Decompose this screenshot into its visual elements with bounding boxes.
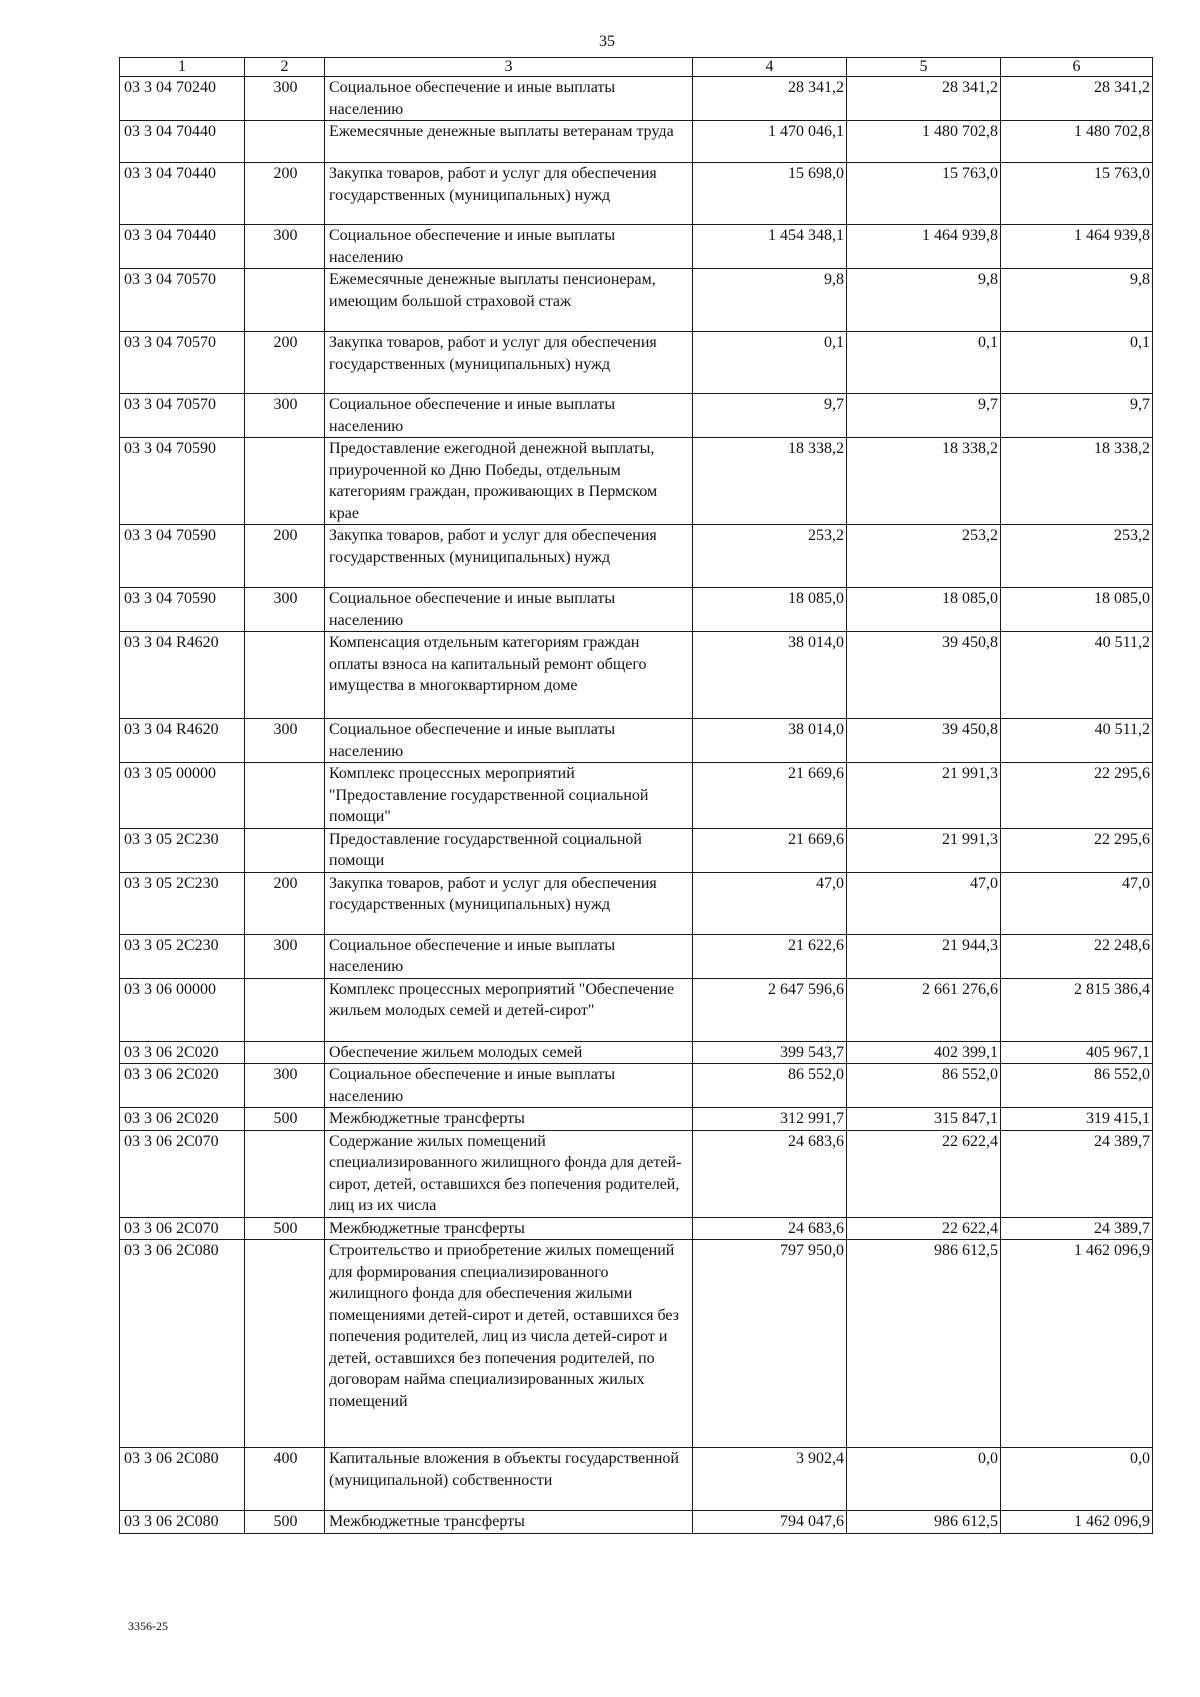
row-value-col4: 797 950,0: [693, 1240, 847, 1448]
row-value-col6: 24 389,7: [1001, 1130, 1153, 1217]
row-expense-type: 200: [245, 525, 325, 588]
row-value-col4: 28 341,2: [693, 77, 847, 121]
row-value-col6: 18 338,2: [1001, 438, 1153, 525]
row-name: Капитальные вложения в объекты государственной (муниципальной) собственности: [325, 1448, 693, 1511]
row-value-col4: 18 085,0: [693, 588, 847, 632]
row-expense-type: 500: [245, 1108, 325, 1131]
row-code: 03 3 06 2С080: [120, 1448, 245, 1511]
row-value-col4: 253,2: [693, 525, 847, 588]
row-name: Межбюджетные трансферты: [325, 1511, 693, 1534]
table-row: [120, 1448, 1153, 1511]
row-expense-type: 300: [245, 77, 325, 121]
row-value-col6: 1 462 096,9: [1001, 1240, 1153, 1448]
row-value-col4: 21 622,6: [693, 934, 847, 978]
row-expense-type: 500: [245, 1511, 325, 1534]
row-name: Закупка товаров, работ и услуг для обеспечения государственных (муниципальных) нужд: [325, 872, 693, 934]
row-value-col4: 794 047,6: [693, 1511, 847, 1534]
row-code: 03 3 04 R4620: [120, 632, 245, 719]
row-value-col4: 47,0: [693, 872, 847, 934]
row-name: Обеспечение жильем молодых семей: [325, 1041, 693, 1064]
row-value-col5: 22 622,4: [847, 1130, 1001, 1217]
table-row: [120, 632, 1153, 719]
row-name: Социальное обеспечение и иные выплаты населению: [325, 77, 693, 121]
row-value-col6: 47,0: [1001, 872, 1153, 934]
budget-table: [119, 57, 1153, 1534]
header-row: [120, 58, 1153, 77]
row-code: 03 3 06 2С080: [120, 1511, 245, 1534]
row-expense-type: [245, 269, 325, 332]
row-name: Комплекс процессных мероприятий "Обеспечение жильем молодых семей и детей-сирот": [325, 978, 693, 1041]
row-expense-type: 200: [245, 872, 325, 934]
row-value-col4: 312 991,7: [693, 1108, 847, 1131]
row-value-col6: 24 389,7: [1001, 1217, 1153, 1240]
row-expense-type: 400: [245, 1448, 325, 1511]
row-value-col4: 38 014,0: [693, 632, 847, 719]
row-value-col4: 1 454 348,1: [693, 225, 847, 269]
row-name: Социальное обеспечение и иные выплаты населению: [325, 588, 693, 632]
row-name: Ежемесячные денежные выплаты ветеранам труда: [325, 121, 693, 163]
row-value-col4: 21 669,6: [693, 828, 847, 872]
row-name: Закупка товаров, работ и услуг для обеспечения государственных (муниципальных) нужд: [325, 525, 693, 588]
row-value-col5: 2 661 276,6: [847, 978, 1001, 1041]
row-value-col5: 315 847,1: [847, 1108, 1001, 1131]
row-value-col5: 0,1: [847, 332, 1001, 394]
table-row: [120, 1108, 1153, 1131]
row-code: 03 3 04 70440: [120, 225, 245, 269]
row-value-col4: 15 698,0: [693, 163, 847, 225]
row-expense-type: 300: [245, 719, 325, 763]
row-code: 03 3 05 2С230: [120, 828, 245, 872]
row-value-col5: 986 612,5: [847, 1240, 1001, 1448]
row-value-col6: 22 295,6: [1001, 763, 1153, 829]
row-expense-type: 200: [245, 163, 325, 225]
row-name: Межбюджетные трансферты: [325, 1108, 693, 1131]
row-code: 03 3 04 70590: [120, 525, 245, 588]
row-code: 03 3 04 70570: [120, 394, 245, 438]
row-name: Ежемесячные денежные выплаты пенсионерам, имеющим большой страховой стаж: [325, 269, 693, 332]
table-row: [120, 269, 1153, 332]
row-value-col6: 9,7: [1001, 394, 1153, 438]
row-value-col5: 402 399,1: [847, 1041, 1001, 1064]
table-row: [120, 1130, 1153, 1217]
table-header: [120, 58, 1153, 77]
row-value-col6: 22 295,6: [1001, 828, 1153, 872]
row-value-col5: 21 991,3: [847, 763, 1001, 829]
row-code: 03 3 05 2С230: [120, 872, 245, 934]
row-value-col4: 3 902,4: [693, 1448, 847, 1511]
page-number: 35: [599, 33, 615, 50]
table-row: [120, 1041, 1153, 1064]
row-code: 03 3 06 2С070: [120, 1130, 245, 1217]
row-name: Закупка товаров, работ и услуг для обеспечения государственных (муниципальных) нужд: [325, 163, 693, 225]
row-value-col4: 21 669,6: [693, 763, 847, 829]
row-code: 03 3 05 2С230: [120, 934, 245, 978]
table-row: [120, 872, 1153, 934]
row-value-col5: 39 450,8: [847, 632, 1001, 719]
row-name: Межбюджетные трансферты: [325, 1217, 693, 1240]
row-code: 03 3 04 70440: [120, 121, 245, 163]
row-value-col6: 0,1: [1001, 332, 1153, 394]
row-code: 03 3 05 00000: [120, 763, 245, 829]
row-expense-type: 300: [245, 588, 325, 632]
row-name: Комплекс процессных мероприятий "Предоставление государственной социальной помощи": [325, 763, 693, 829]
row-expense-type: [245, 632, 325, 719]
row-value-col5: 21 944,3: [847, 934, 1001, 978]
row-value-col5: 9,8: [847, 269, 1001, 332]
row-value-col5: 253,2: [847, 525, 1001, 588]
table-row: [120, 163, 1153, 225]
row-value-col6: 253,2: [1001, 525, 1153, 588]
row-expense-type: [245, 438, 325, 525]
row-code: 03 3 04 70570: [120, 332, 245, 394]
row-expense-type: [245, 828, 325, 872]
table-row: [120, 77, 1153, 121]
row-code: 03 3 06 2С020: [120, 1041, 245, 1064]
row-value-col6: 40 511,2: [1001, 719, 1153, 763]
row-value-col6: 2 815 386,4: [1001, 978, 1153, 1041]
row-name: Строительство и приобретение жилых помещений для формирования специализированного жилищного фонда для обеспечения жилыми помещениями детей-сирот и детей, оставшихся без попечения родителей, лиц из числа детей-сирот и детей, оставшихся без попечения родителей, по договорам найма специализированных жилых помещений: [325, 1240, 693, 1448]
column-header-6: 6: [1001, 58, 1153, 77]
table-row: [120, 934, 1153, 978]
row-value-col5: 1 464 939,8: [847, 225, 1001, 269]
table-row: [120, 332, 1153, 394]
row-value-col4: 1 470 046,1: [693, 121, 847, 163]
row-value-col5: 9,7: [847, 394, 1001, 438]
row-code: 03 3 06 2С070: [120, 1217, 245, 1240]
table-row: [120, 719, 1153, 763]
row-value-col4: 399 543,7: [693, 1041, 847, 1064]
table-row: [120, 1240, 1153, 1448]
table-row: [120, 225, 1153, 269]
row-code: 03 3 06 2С020: [120, 1064, 245, 1108]
table-row: [120, 394, 1153, 438]
row-code: 03 3 04 70440: [120, 163, 245, 225]
row-code: 03 3 04 70590: [120, 438, 245, 525]
row-expense-type: 300: [245, 934, 325, 978]
row-value-col6: 28 341,2: [1001, 77, 1153, 121]
row-value-col6: 405 967,1: [1001, 1041, 1153, 1064]
column-header-4: 4: [693, 58, 847, 77]
row-value-col4: 24 683,6: [693, 1130, 847, 1217]
row-value-col5: 47,0: [847, 872, 1001, 934]
row-value-col6: 319 415,1: [1001, 1108, 1153, 1131]
row-expense-type: 300: [245, 1064, 325, 1108]
table-row: [120, 978, 1153, 1041]
table-row: [120, 763, 1153, 829]
table-body: [120, 77, 1153, 1534]
row-value-col6: 86 552,0: [1001, 1064, 1153, 1108]
row-value-col6: 9,8: [1001, 269, 1153, 332]
row-expense-type: 300: [245, 394, 325, 438]
column-header-5: 5: [847, 58, 1001, 77]
row-value-col6: 1 480 702,8: [1001, 121, 1153, 163]
row-value-col5: 1 480 702,8: [847, 121, 1001, 163]
row-code: 03 3 04 70570: [120, 269, 245, 332]
row-name: Социальное обеспечение и иные выплаты населению: [325, 225, 693, 269]
row-value-col5: 22 622,4: [847, 1217, 1001, 1240]
row-expense-type: [245, 978, 325, 1041]
row-code: 03 3 04 70240: [120, 77, 245, 121]
row-value-col4: 24 683,6: [693, 1217, 847, 1240]
row-value-col6: 22 248,6: [1001, 934, 1153, 978]
row-name: Компенсация отдельным категориям граждан оплаты взноса на капитальный ремонт общего имущества в многоквартирном доме: [325, 632, 693, 719]
row-value-col5: 21 991,3: [847, 828, 1001, 872]
document-code: 3356-25: [128, 1619, 168, 1633]
row-name: Содержание жилых помещений специализированного жилищного фонда для детей-сирот, детей, оставшихся без попечения родителей, лиц из их числа: [325, 1130, 693, 1217]
table-row: [120, 1217, 1153, 1240]
row-expense-type: 200: [245, 332, 325, 394]
row-code: 03 3 06 2С020: [120, 1108, 245, 1131]
row-name: Социальное обеспечение и иные выплаты населению: [325, 394, 693, 438]
table-row: [120, 1511, 1153, 1534]
row-expense-type: [245, 1240, 325, 1448]
row-name: Социальное обеспечение и иные выплаты населению: [325, 1064, 693, 1108]
row-expense-type: [245, 1041, 325, 1064]
column-header-1: 1: [120, 58, 245, 77]
row-value-col6: 1 464 939,8: [1001, 225, 1153, 269]
row-value-col6: 15 763,0: [1001, 163, 1153, 225]
row-expense-type: [245, 121, 325, 163]
column-header-3: 3: [325, 58, 693, 77]
row-value-col6: 0,0: [1001, 1448, 1153, 1511]
row-value-col6: 1 462 096,9: [1001, 1511, 1153, 1534]
row-code: 03 3 04 R4620: [120, 719, 245, 763]
row-value-col5: 15 763,0: [847, 163, 1001, 225]
row-value-col5: 28 341,2: [847, 77, 1001, 121]
column-header-2: 2: [245, 58, 325, 77]
row-value-col5: 986 612,5: [847, 1511, 1001, 1534]
row-value-col4: 9,8: [693, 269, 847, 332]
row-value-col4: 2 647 596,6: [693, 978, 847, 1041]
row-name: Предоставление государственной социальной помощи: [325, 828, 693, 872]
row-value-col5: 0,0: [847, 1448, 1001, 1511]
row-expense-type: [245, 1130, 325, 1217]
row-code: 03 3 06 2С080: [120, 1240, 245, 1448]
table-row: [120, 828, 1153, 872]
row-value-col4: 38 014,0: [693, 719, 847, 763]
row-code: 03 3 04 70590: [120, 588, 245, 632]
row-name: Социальное обеспечение и иные выплаты населению: [325, 719, 693, 763]
row-code: 03 3 06 00000: [120, 978, 245, 1041]
row-value-col5: 18 085,0: [847, 588, 1001, 632]
row-value-col4: 86 552,0: [693, 1064, 847, 1108]
table-row: [120, 438, 1153, 525]
row-value-col6: 40 511,2: [1001, 632, 1153, 719]
row-expense-type: [245, 763, 325, 829]
row-value-col5: 18 338,2: [847, 438, 1001, 525]
row-value-col5: 39 450,8: [847, 719, 1001, 763]
table-row: [120, 1064, 1153, 1108]
row-value-col4: 0,1: [693, 332, 847, 394]
row-value-col6: 18 085,0: [1001, 588, 1153, 632]
row-value-col4: 9,7: [693, 394, 847, 438]
table-row: [120, 588, 1153, 632]
row-value-col4: 18 338,2: [693, 438, 847, 525]
row-name: Закупка товаров, работ и услуг для обеспечения государственных (муниципальных) нужд: [325, 332, 693, 394]
row-value-col5: 86 552,0: [847, 1064, 1001, 1108]
row-name: Социальное обеспечение и иные выплаты населению: [325, 934, 693, 978]
row-expense-type: 300: [245, 225, 325, 269]
table-row: [120, 525, 1153, 588]
row-expense-type: 500: [245, 1217, 325, 1240]
table-row: [120, 121, 1153, 163]
row-name: Предоставление ежегодной денежной выплаты, приуроченной ко Дню Победы, отдельным категориям граждан, проживающих в Пермском крае: [325, 438, 693, 525]
